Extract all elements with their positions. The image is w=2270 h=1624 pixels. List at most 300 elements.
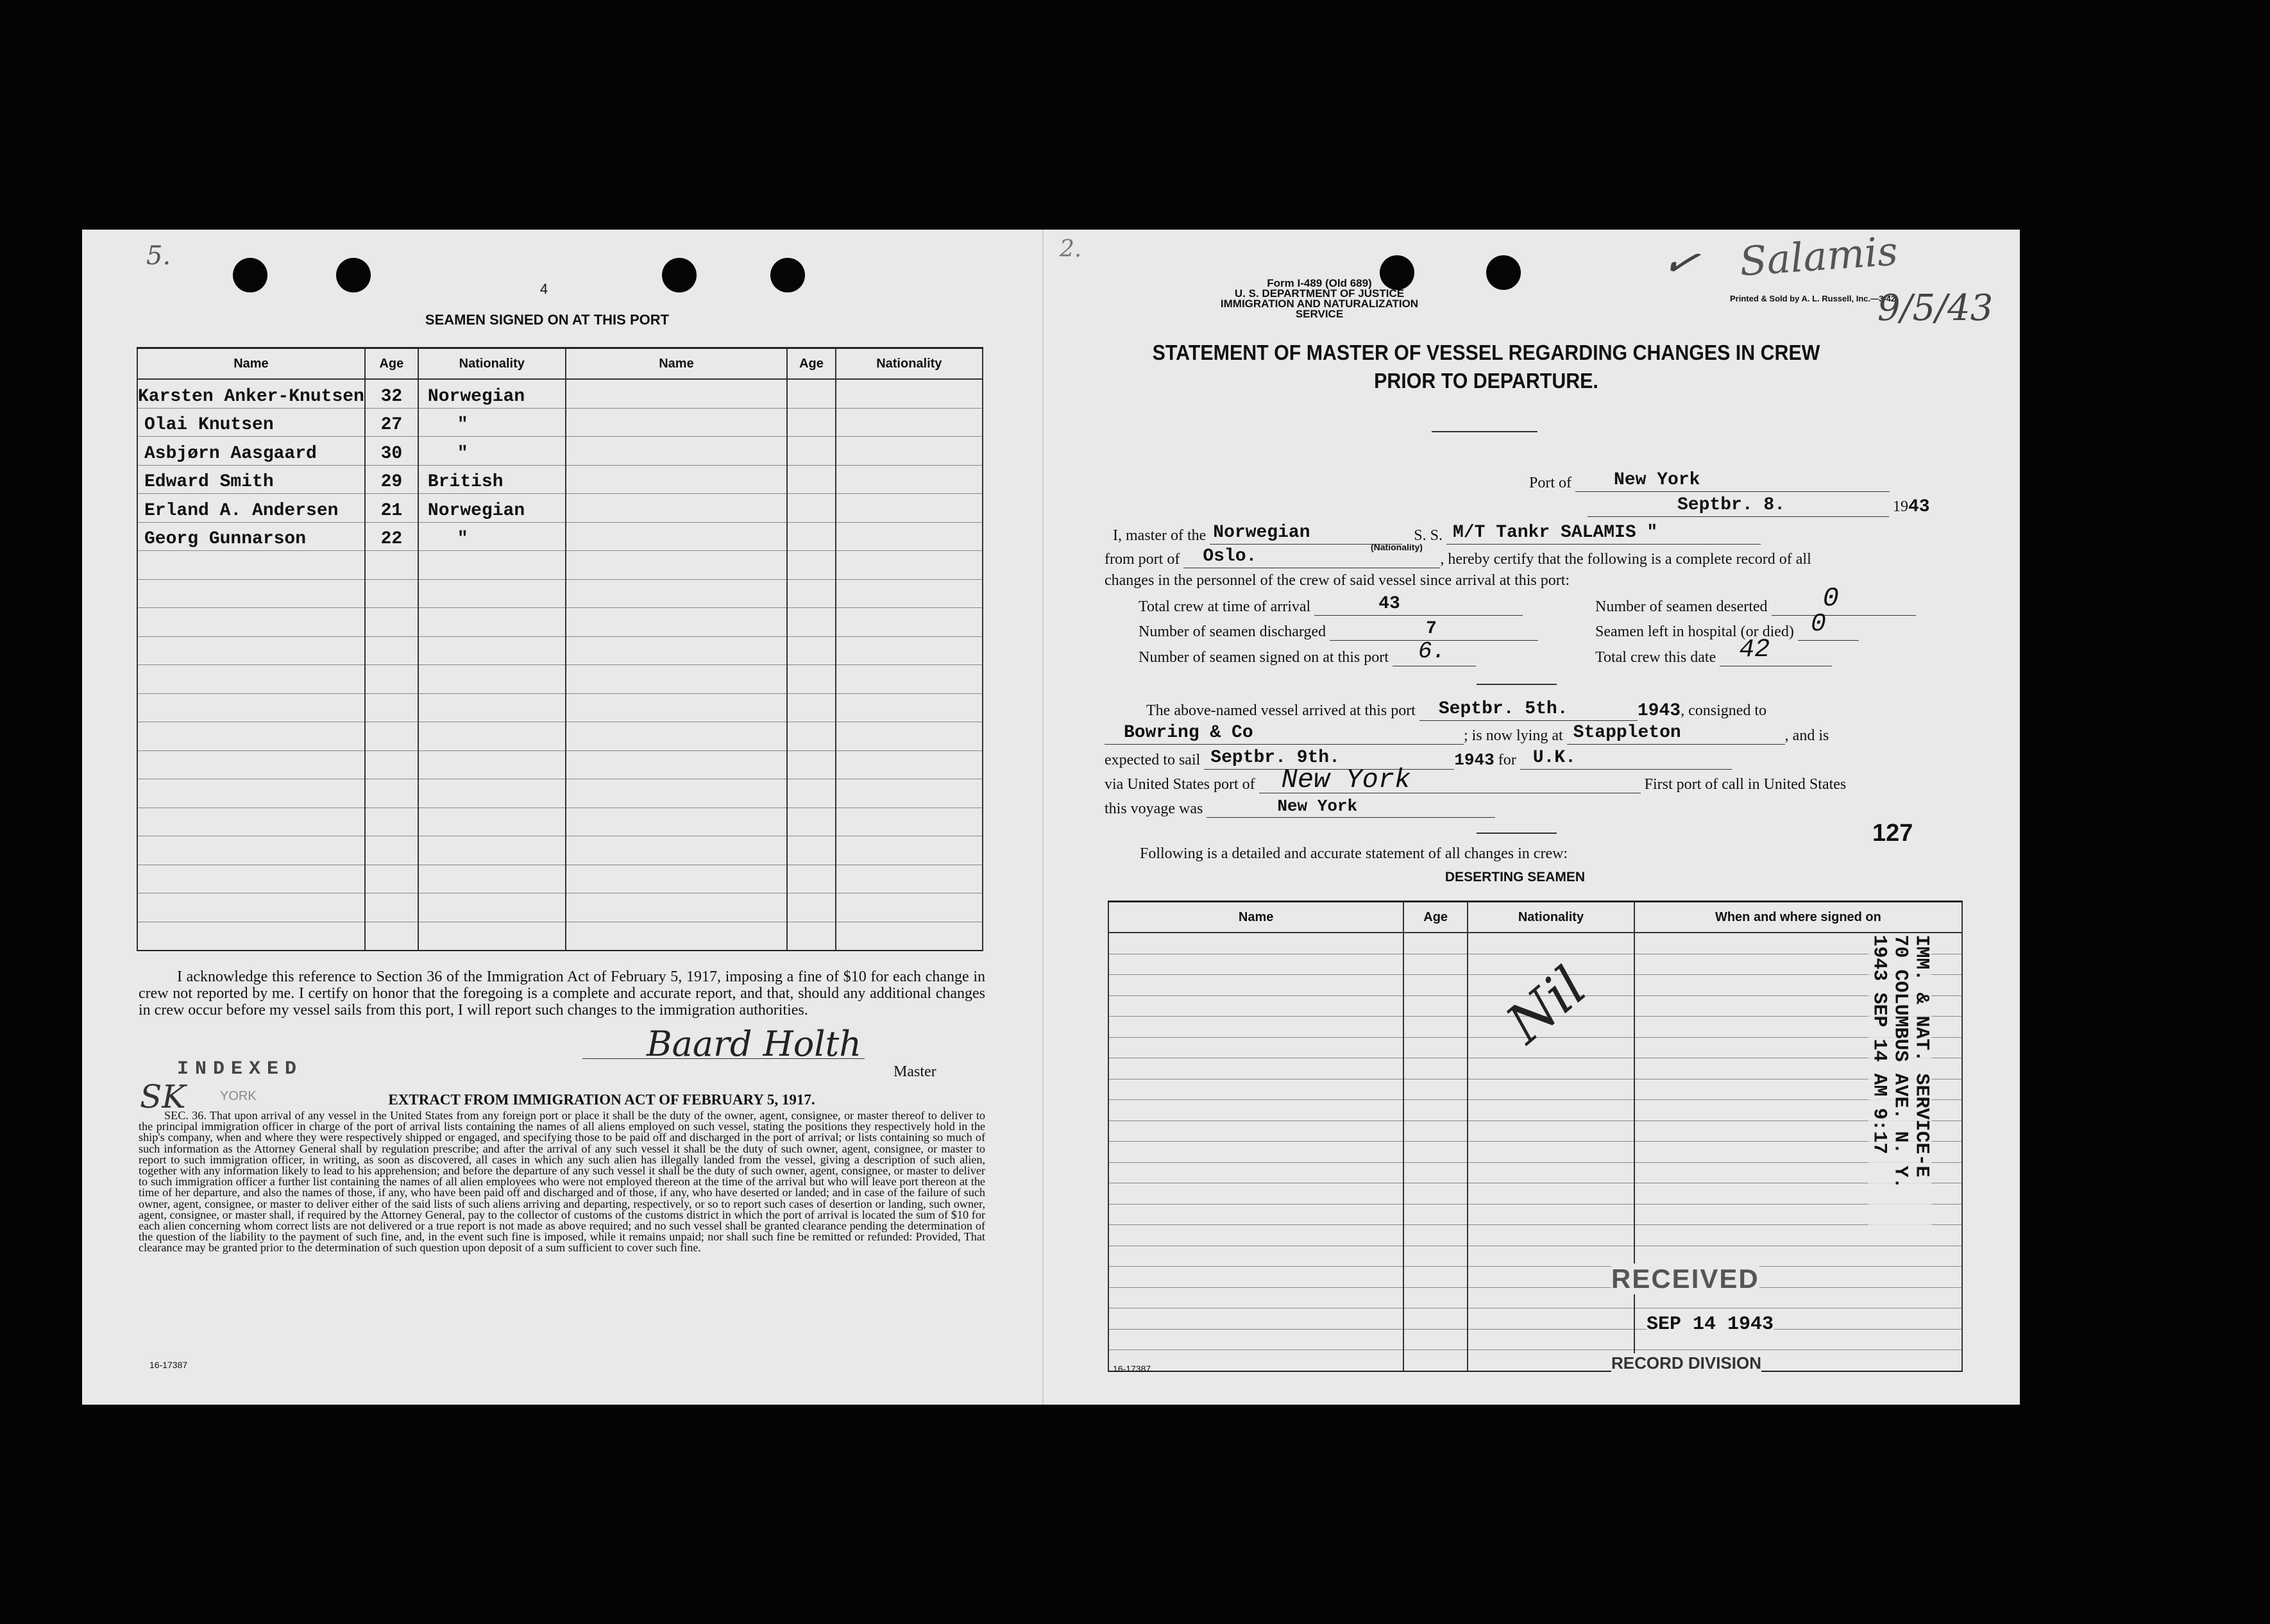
empty-cell [1108, 1287, 1403, 1308]
empty-cell [836, 922, 983, 951]
signature-line [582, 1058, 865, 1059]
empty-cell [1403, 1267, 1468, 1288]
empty-cell [1108, 1142, 1403, 1163]
lying-value: Stappleton [1573, 723, 1681, 743]
empty-cell [1108, 1308, 1403, 1330]
table-row [137, 579, 983, 608]
date-field [1588, 497, 1930, 517]
empty-cell [836, 579, 983, 608]
empty-cell [836, 893, 983, 922]
table-row [1108, 1121, 1962, 1142]
table-row [137, 551, 983, 580]
empty-cell [787, 408, 835, 437]
empty-cell [1468, 1225, 1634, 1246]
empty-cell [1403, 1329, 1468, 1350]
empty-cell [137, 693, 365, 722]
empty-cell [836, 494, 983, 523]
consignee-value: Bowring & Co [1124, 723, 1253, 743]
nil-mark: Nil [1495, 954, 1598, 1056]
table-row [137, 665, 983, 694]
stamped-page-number: 127 [1872, 820, 1913, 847]
empty-cell [836, 865, 983, 893]
empty-cell [1403, 1225, 1468, 1246]
empty-cell [787, 665, 835, 694]
ss-label: S. S. [1414, 527, 1443, 544]
empty-cell [1468, 1267, 1634, 1288]
empty-cell [1108, 1204, 1403, 1225]
received-stamp-division: RECORD DIVISION [1611, 1353, 1762, 1373]
port-value: New York [1614, 470, 1700, 490]
printer-credit: Printed & Sold by A. L. Russell, Inc.—3-42 [1730, 294, 1896, 303]
seaman-nationality: British [418, 465, 566, 494]
table-row [137, 865, 983, 893]
table-header-row [1108, 902, 1962, 933]
table-row [137, 379, 983, 408]
for-value: U.K. [1532, 748, 1576, 768]
lying-label: ; is now lying at [1464, 727, 1563, 744]
total-date-value: 42 [1739, 636, 1770, 664]
empty-cell [836, 465, 983, 494]
punch-hole [770, 258, 805, 292]
empty-cell [787, 808, 835, 836]
empty-cell [1468, 1287, 1634, 1308]
empty-cell [365, 665, 418, 694]
empty-cell [1108, 1246, 1403, 1267]
empty-cell [787, 693, 835, 722]
empty-cell [137, 922, 365, 951]
master-signature: Baard Holth [647, 1024, 861, 1064]
port-field [1529, 472, 1890, 492]
empty-cell [787, 551, 835, 580]
empty-cell [418, 693, 566, 722]
empty-cell [566, 494, 788, 523]
column-header: Nationality [836, 348, 983, 380]
stamp-line: 1943 SEP 14 AM 9:17 [1868, 935, 1890, 1155]
empty-cell [1108, 1079, 1403, 1100]
empty-cell [418, 779, 566, 808]
table-row [137, 893, 983, 922]
empty-cell [365, 722, 418, 751]
empty-cell [1403, 1121, 1468, 1142]
divider [1432, 431, 1537, 432]
empty-cell [836, 722, 983, 751]
empty-cell [787, 750, 835, 779]
punch-hole [233, 258, 267, 292]
title-line: PRIOR TO DEPARTURE. [1374, 369, 1598, 393]
seaman-age: 29 [365, 465, 418, 494]
total-date-label: Total crew this date [1595, 649, 1716, 666]
discharged-field [1139, 621, 1538, 641]
following-text: Following is a detailed and accurate statement of all changes in crew: [1140, 845, 1568, 862]
seamen-signed-table [137, 347, 983, 951]
empty-cell [137, 893, 365, 922]
seaman-name: Erland A. Andersen [137, 494, 365, 523]
table-row [137, 779, 983, 808]
empty-cell [836, 636, 983, 665]
discharged-value: 7 [1426, 619, 1437, 639]
empty-cell [787, 579, 835, 608]
empty-cell [1108, 1225, 1403, 1246]
left-page [82, 230, 1042, 1405]
divider [1477, 684, 1557, 685]
empty-cell [787, 865, 835, 893]
table-row [1108, 1246, 1962, 1267]
and-is-label: , and is [1784, 727, 1829, 744]
empty-cell [1468, 1350, 1634, 1371]
arrived-value: Septbr. 5th. [1438, 699, 1568, 719]
arrived-label: The above-named vessel arrived at this port [1146, 702, 1416, 719]
nationality-value: Norwegian [1213, 523, 1310, 543]
seaman-name: Asbjørn Aasgaard [137, 437, 365, 466]
empty-cell [365, 893, 418, 922]
table-row [137, 636, 983, 665]
empty-cell [1468, 1100, 1634, 1121]
empty-cell [418, 750, 566, 779]
from-port-field [1105, 548, 1811, 568]
extract-text: SEC. 36. That upon arrival of any vessel in the United States from any foreign port or place it shall be the duty of the owner, agent, consignee, or master thereof to deliver to the principal immigration officer in charge of the port of arrival lists containing the names of all aliens employed on such vessel, stating the positions they respectively hold in the ship's company, when and where they were respectively shipped or engaged, and specifying those to be paid off and discharged in the port of arrival; or lists containing so much of such information as the Attorney General shall by regulation prescribe; and after the arrival of any such vessel it shall be the duty of such owner, agent, consignee, or master to report to such immigration officer, in writing, as soon as discovered, all cases in which any such alien has illegally landed from the vessel, giving a description of such alien, together with any information likely to lead to his apprehension; and before the departure of any such vessel it shall be the duty of such owner, agent, consignee, or master to deliver to such immigration officer a further list containing the names of all alien employees who were not employed thereon at the time of the arrival but who will leave port thereon at the time of her departure, and also the names of those, if any, who have been paid off and discharged and of those, if any, who have deserted or landed; and in case of the failure of such owner, agent, consignee, or master to deliver either of the said lists of such aliens arriving and departing, respectively, or so to report such cases of desertion or landing, such owner, agent, consignee, or master shall, if required by the Attorney General, pay to the collector of customs of the customs district in which the port of arrival is located the sum of $10 for each alien concerning whom correct lists are not delivered or a true report is not made as above required; and no such vessel shall be granted clearance pending the determination of the question of the liability to the payment of such fine, and, in the event such fine is imposed, while it remains unpaid; nor shall such fine be remitted or refunded: Provided, That clearance may be granted prior to the determination of such question upon deposit of a sum sufficient to cover such fine. [139, 1109, 985, 1255]
empty-cell [566, 893, 788, 922]
empty-cell [787, 636, 835, 665]
empty-cell [566, 865, 788, 893]
signed-on-value: 6. [1418, 638, 1446, 664]
expected-year: 1943 [1454, 750, 1495, 770]
divider [1477, 833, 1557, 834]
table-row [1108, 1308, 1962, 1330]
seaman-age: 30 [365, 437, 418, 466]
empty-cell [365, 779, 418, 808]
empty-cell [566, 836, 788, 865]
empty-cell [137, 836, 365, 865]
discharged-label: Number of seamen discharged [1139, 623, 1326, 640]
empty-cell [566, 408, 788, 437]
hospital-label: Seamen left in hospital (or died) [1595, 623, 1794, 640]
corner-mark: 5. [146, 241, 171, 271]
table-row [137, 693, 983, 722]
via-field [1105, 765, 1847, 795]
empty-cell [1468, 1204, 1634, 1225]
empty-cell [566, 693, 788, 722]
empty-cell [787, 922, 835, 951]
vessel-value: M/T Tankr SALAMIS " [1452, 523, 1658, 543]
empty-cell [137, 551, 365, 580]
empty-cell [365, 579, 418, 608]
empty-cell [1108, 995, 1403, 1017]
via-value: New York [1281, 765, 1411, 795]
empty-cell [1403, 1183, 1468, 1205]
empty-cell [836, 779, 983, 808]
deserted-label: Number of seamen deserted [1595, 598, 1768, 615]
empty-cell [566, 922, 788, 951]
column-header: Name [1108, 902, 1403, 933]
signed-on-field [1139, 638, 1476, 666]
certify-text: , hereby certify that the following is a complete record of all [1440, 551, 1811, 568]
empty-cell [1468, 1121, 1634, 1142]
empty-cell [418, 608, 566, 637]
seaman-nationality: " [418, 522, 566, 551]
column-header: Nationality [1468, 902, 1634, 933]
table-row [1108, 1204, 1962, 1225]
empty-cell [566, 608, 788, 637]
empty-cell [1403, 1079, 1468, 1100]
empty-cell [836, 379, 983, 408]
form-title [1108, 339, 1864, 395]
empty-cell [1403, 1287, 1468, 1308]
seaman-name: Georg Gunnarson [137, 522, 365, 551]
empty-cell [1108, 1162, 1403, 1183]
deserted-field [1595, 583, 1916, 616]
empty-cell [1108, 1183, 1403, 1205]
total-arrival-value: 43 [1378, 594, 1400, 614]
service: IMMIGRATION AND NATURALIZATION SERVICE [1220, 298, 1419, 320]
title-line: STATEMENT OF MASTER OF VESSEL REGARDING CHANGES IN CREW [1152, 341, 1820, 364]
consignee-field [1105, 725, 1829, 745]
empty-cell [365, 922, 418, 951]
empty-cell [836, 608, 983, 637]
table-row [1108, 1225, 1962, 1246]
empty-cell [365, 636, 418, 665]
table-row [1108, 1079, 1962, 1100]
table-row [1108, 1350, 1962, 1371]
empty-cell [137, 750, 365, 779]
seaman-name: Edward Smith [137, 465, 365, 494]
table-row [1108, 954, 1962, 975]
empty-cell [1468, 1162, 1634, 1183]
empty-cell [137, 665, 365, 694]
empty-cell [137, 779, 365, 808]
column-header: When and where signed on [1634, 902, 1962, 933]
empty-cell [1468, 1329, 1634, 1350]
top-mark: 2. [1060, 236, 1082, 262]
master-label: Master [894, 1063, 936, 1080]
empty-cell [566, 779, 788, 808]
handwritten-vessel-name: Salamis [1738, 227, 1899, 285]
total-arrival-field [1139, 596, 1523, 616]
empty-cell [836, 665, 983, 694]
seaman-nationality: Norwegian [418, 379, 566, 408]
empty-cell [566, 722, 788, 751]
empty-cell [365, 750, 418, 779]
empty-cell [836, 437, 983, 466]
empty-cell [137, 636, 365, 665]
empty-cell [787, 836, 835, 865]
acknowledgment-text: I acknowledge this reference to Section 36 of the Immigration Act of February 5, 1917, imposing a fine of $10 for each change in crew not reported by me. I certify on honor that the foregoing is a complete and accurate report, and that, should any additional changes in crew occur before my vessel sails from this port, I will report such changes to the immigration authorities. [139, 968, 985, 1019]
empty-cell [566, 636, 788, 665]
table-row [137, 522, 983, 551]
empty-cell [418, 836, 566, 865]
date-value: Septbr. 8. [1677, 495, 1786, 515]
empty-cell [418, 665, 566, 694]
indexed-stamp: INDEXED [177, 1058, 303, 1080]
first-port-label: First port of call in United States [1644, 776, 1847, 793]
empty-cell [1108, 1350, 1403, 1371]
empty-cell [1403, 975, 1468, 996]
stamp-line: 70 COLUMBUS AVE. N. Y. [1889, 935, 1911, 1189]
empty-cell [566, 437, 788, 466]
empty-cell [1468, 1058, 1634, 1079]
empty-cell [1468, 933, 1634, 954]
from-port-value: Oslo. [1203, 546, 1257, 566]
total-date-field [1595, 636, 1832, 666]
empty-cell [1403, 1058, 1468, 1079]
deserting-seamen-table [1108, 901, 1963, 1372]
hospital-value: 0 [1810, 610, 1826, 639]
table-row [137, 922, 983, 951]
column-header: Age [365, 348, 418, 380]
empty-cell [836, 836, 983, 865]
voyage-label: this voyage was [1105, 800, 1203, 817]
empty-cell [787, 379, 835, 408]
empty-cell [1108, 1267, 1403, 1288]
empty-cell [137, 608, 365, 637]
empty-cell [787, 522, 835, 551]
nationality-caption: (Nationality) [1371, 542, 1423, 552]
empty-cell [418, 722, 566, 751]
year-value: 43 [1908, 497, 1930, 517]
table-row [1108, 933, 1962, 954]
empty-cell [418, 893, 566, 922]
empty-cell [787, 494, 835, 523]
table-row [137, 836, 983, 865]
empty-cell [1468, 1308, 1634, 1330]
right-page [1042, 227, 2020, 1405]
empty-cell [137, 722, 365, 751]
seaman-name: Olai Knutsen [137, 408, 365, 437]
table-row [1108, 1287, 1962, 1308]
empty-cell [836, 551, 983, 580]
table-row [137, 408, 983, 437]
signed-on-label: Number of seamen signed on at this port [1139, 649, 1389, 666]
table-row [1108, 1183, 1962, 1205]
seaman-age: 22 [365, 522, 418, 551]
empty-cell [566, 665, 788, 694]
seaman-nationality: " [418, 408, 566, 437]
table-row [137, 750, 983, 779]
empty-cell [1403, 1350, 1468, 1371]
empty-cell [1468, 1142, 1634, 1163]
form-header [1214, 278, 1425, 319]
empty-cell [787, 608, 835, 637]
empty-cell [1108, 1121, 1403, 1142]
empty-cell [1403, 1142, 1468, 1163]
extract-title: EXTRACT FROM IMMIGRATION ACT OF FEBRUARY 5, 1917. [388, 1092, 815, 1108]
empty-cell [1108, 1329, 1403, 1350]
table-row [137, 722, 983, 751]
deserted-value: 0 [1822, 583, 1839, 614]
empty-cell [365, 836, 418, 865]
table-header-row [137, 348, 983, 380]
empty-cell [787, 893, 835, 922]
empty-cell [418, 808, 566, 836]
empty-cell [1108, 954, 1403, 975]
via-label: via United States port of [1105, 776, 1255, 793]
indexed-initial: SK [140, 1078, 186, 1115]
seaman-age: 32 [365, 379, 418, 408]
received-stamp-title: RECEIVED [1611, 1264, 1759, 1294]
table-row [1108, 1100, 1962, 1121]
form-code: 16-17387 [149, 1360, 188, 1370]
empty-cell [1108, 1058, 1403, 1079]
expected-value: Septbr. 9th. [1210, 748, 1340, 768]
empty-cell [787, 437, 835, 466]
empty-cell [1403, 933, 1468, 954]
consigned-label: , consigned to [1681, 702, 1767, 719]
seaman-nationality: " [418, 437, 566, 466]
empty-cell [566, 551, 788, 580]
empty-cell [137, 865, 365, 893]
voyage-field [1105, 798, 1495, 818]
empty-cell [365, 608, 418, 637]
stamp-line: IMM. & NAT. SERVICE-E [1910, 935, 1933, 1178]
empty-cell [418, 865, 566, 893]
empty-cell [836, 808, 983, 836]
empty-cell [418, 636, 566, 665]
empty-cell [365, 551, 418, 580]
table-row [1108, 1142, 1962, 1163]
from-port-label: from port of [1105, 551, 1180, 568]
expected-label: expected to sail [1105, 752, 1201, 768]
empty-cell [836, 522, 983, 551]
table-row [137, 494, 983, 523]
expected-field [1105, 750, 1732, 770]
master-of-label: I, master of the [1113, 527, 1207, 544]
empty-cell [1403, 1100, 1468, 1121]
empty-cell [1108, 1100, 1403, 1121]
page-number: 4 [539, 281, 548, 297]
empty-cell [418, 579, 566, 608]
empty-cell [365, 865, 418, 893]
empty-cell [787, 722, 835, 751]
empty-cell [1403, 995, 1468, 1017]
punch-hole [336, 258, 371, 292]
empty-cell [566, 522, 788, 551]
section-title: SEAMEN SIGNED ON AT THIS PORT [425, 312, 670, 328]
port-label: Port of [1529, 475, 1571, 491]
form-number: Form I-489 (Old 689) [1267, 277, 1372, 289]
for-label: for [1498, 752, 1516, 768]
empty-cell [836, 750, 983, 779]
empty-cell [1108, 975, 1403, 996]
empty-cell [836, 408, 983, 437]
empty-cell [1468, 1079, 1634, 1100]
table-row [137, 808, 983, 836]
empty-cell [836, 693, 983, 722]
column-header: Name [137, 348, 365, 380]
arrived-field [1146, 701, 1766, 721]
empty-cell [787, 465, 835, 494]
year-prefix: 19 [1893, 498, 1908, 515]
voyage-value: New York [1277, 797, 1358, 816]
empty-cell [1403, 1037, 1468, 1058]
column-header: Age [1403, 902, 1468, 933]
received-stamp-date: SEP 14 1943 [1647, 1314, 1774, 1335]
empty-cell [1403, 1162, 1468, 1183]
seaman-nationality: Norwegian [418, 494, 566, 523]
empty-cell [1403, 1308, 1468, 1330]
empty-cell [566, 579, 788, 608]
empty-cell [1403, 1246, 1468, 1267]
empty-cell [1403, 954, 1468, 975]
indexed-place: YORK [220, 1089, 257, 1103]
certify-text-2: changes in the personnel of the crew of said vessel since arrival at this port: [1105, 572, 1570, 589]
form-code: 16-17387 [1113, 1364, 1151, 1374]
master-of-field [1113, 525, 1761, 545]
empty-cell [566, 750, 788, 779]
seaman-name: Karsten Anker-Knutsen [137, 379, 365, 408]
department: U. S. DEPARTMENT OF JUSTICE [1234, 287, 1405, 300]
punch-hole [1486, 255, 1521, 290]
seaman-age: 27 [365, 408, 418, 437]
hospital-field [1595, 610, 1859, 641]
